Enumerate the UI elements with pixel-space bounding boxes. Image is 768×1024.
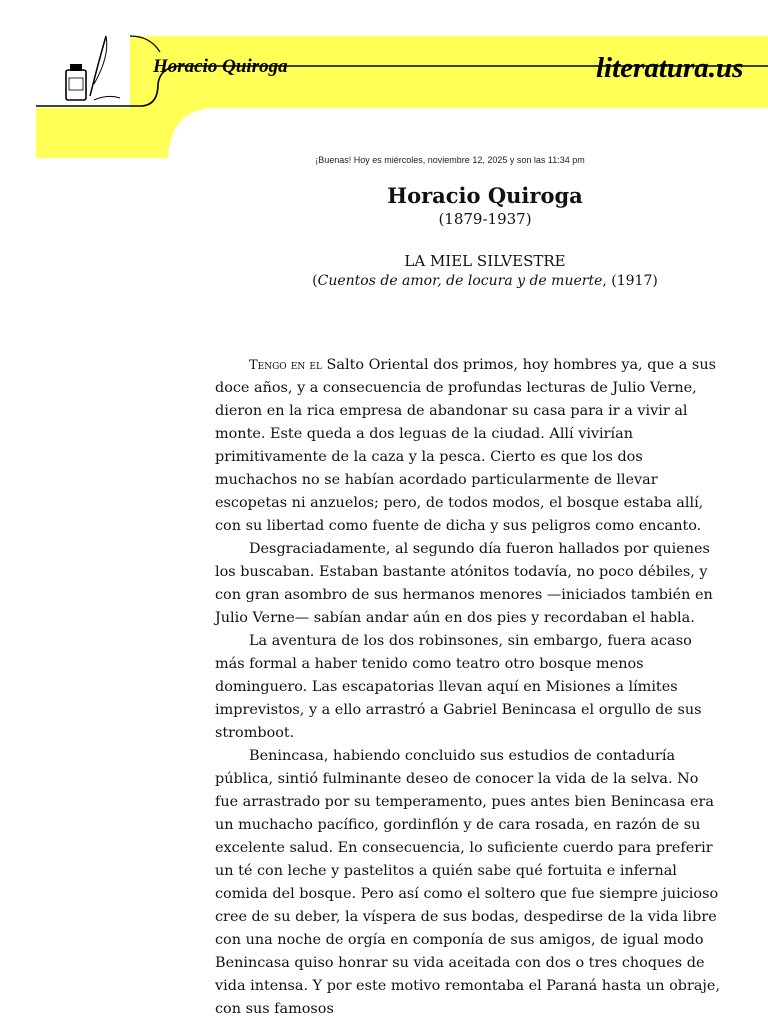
paragraph-lead: Tengo en el — [249, 358, 322, 373]
author-years: (1879-1937) — [438, 210, 532, 228]
author-logo-text[interactable]: Horacio Quiroga — [153, 56, 288, 77]
story-text — [215, 354, 722, 1021]
story-source — [0, 272, 768, 290]
paragraph: La aventura de los dos robinsones, sin embargo, fuera acaso más formal a haber tenido como teatro otro bosque menos dominguero. Las escapatorias llevan aquí en Misiones a límites imprevistos, y a ello arrastró a Gabriel Benincasa el orgullo de sus stromboot. — [215, 633, 702, 741]
story-title: LA MIEL SILVESTRE — [404, 252, 566, 270]
paragraph — [215, 354, 722, 538]
paragraph-text: Salto Oriental dos primos, hoy hombres ya, que a sus doce años, y a consecuencia de profundas lecturas de Julio Verne, dieron en la rica empresa de abandonar su casa para ir a vivir al monte. Este queda a dos leguas de la ciudad. Allí vivirían primitivamente de la caza y la pesca. Cierto es que los dos muchachos no se habían acordado particularmente de llevar escopetas ni anzuelos; pero, de todos modos, el bosque estaba allí, con su libertad como fuente de dicha y sus peligros como encanto. — [215, 357, 716, 534]
inkwell-quill-icon — [58, 34, 128, 106]
site-header — [0, 0, 768, 160]
title-block — [0, 182, 768, 290]
source-open: ( — [312, 273, 318, 289]
source-year: , (1917) — [602, 273, 658, 289]
paragraph: Benincasa, habiendo concluido sus estudios de contaduría pública, sintió fulminante deseo de conocer la vida de la selva. No fue arrastrado por su temperamento, pues antes bien Benincasa era un muchacho pacífico, gordinflón y de cara rosada, en razón de su excelente salud. En consecuencia, lo suficiente cuerdo para preferir un té con leche y pastelitos a quién sabe qué fortuita e infernal comida del bosque. Pero así como el soltero que fue siempre juicioso cree de su deber, la víspera de sus bodas, despedirse de la vida libre con una noche de orgía en componía de sus amigos, de igual modo Benincasa quiso honrar su vida aceitada con dos o tres choques de vida intensa. Y por este motivo remontaba el Paraná hasta un obraje, con sus famosos — [215, 748, 720, 1017]
site-logo-text[interactable]: literatura.us — [596, 52, 744, 84]
source-book-title: Cuentos de amor, de locura y de muerte — [317, 273, 603, 289]
author-name: Horacio Quiroga — [387, 183, 583, 208]
paragraph: Desgraciadamente, al segundo día fueron hallados por quienes los buscaban. Estaban bastante atónitos todavía, no poco débiles, y con gran asombro de sus hermanos menores —iniciados también en Julio Verne— sabían andar aún en dos pies y recordaban el habla. — [215, 541, 713, 626]
greeting-line: ¡Buenas! Hoy es miércoles, noviembre 12, 2025 y son las 11:34 pm — [315, 155, 585, 165]
